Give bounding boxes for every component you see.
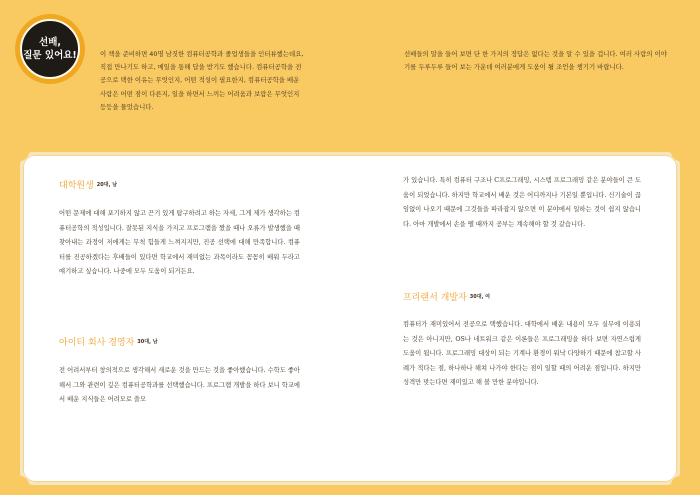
badge-line-1: 선배, (39, 37, 61, 48)
section-text-freelancer: 컴퓨터가 재미있어서 전공으로 택했습니다. 대학에서 배운 내용이 모두 실무에 이용되는 것은 아니지만, OS나 네트워크 같은 이론들은 프로그래밍을 하다 보면 자연스럽게 도움이 됩니다. 프로그래밍 대상이 되는 기계나 환경이 워낙 다양하기 때문에 참고할 사례가 적다는 점, 하나하나 해쳐 나가야 한다는 점이 일할 때의 어려운 점입니다. 하지만 성격만 맞는다면 재미있고 해 볼 만한 분야입니다. (403, 321, 641, 387)
section-age: 30대, 남 (137, 339, 158, 345)
card-corner-notch (671, 143, 689, 161)
intro-text-left: 이 책을 준비하면 40명 남짓한 컴퓨터공학과 졸업생들을 인터뷰했는데요, 직접 만나기도 하고, 메일을 통해 답을 받기도 했습니다. 컴퓨터공학을 전공으로 택한 이유는 무엇인지, 어떤 적성이 필요한지, 컴퓨터공학을 배운 사람은 어떤 점이 다른지, 일을 하면서 느끼는 어려움과 보람은 무엇인지 등등을 물었습니다. (100, 50, 304, 111)
section-heading-grad-student (59, 178, 117, 191)
badge-line-2: 질문 있어요! (23, 50, 77, 61)
section-text-it-ceo-continued: 가 있습니다. 특히 컴퓨터 구조나 C프로그래밍, 시스템 프로그래밍 같은 분야들이 큰 도움이 되었습니다. 하지만 학교에서 배운 것은 어디까지나 기본일 뿐입니다. 신기술이 끊임없이 나오기 때문에 그것들을 따라잡지 않으면 이 분야에서 일하는 것이 쉽지 않습니다. 아마 개발에서 손을 뗄 때까지 공부는 계속해야 할 것 같습니다. (403, 177, 641, 228)
card-corner-notch (671, 476, 689, 494)
section-age: 20대, 남 (96, 182, 118, 188)
section-title: 대학원생 (59, 181, 94, 191)
question-badge (15, 14, 85, 84)
intro-text-right: 선배들의 말을 들어 보면 단 한 가지의 정답은 없다는 것을 알 수 있을 겁니다. 여러 사람의 이야기를 두루두루 들어 보는 가운데 여러분에게 도움이 될 조언을 챙기기 바랍니다. (404, 50, 667, 72)
card-corner-notch (11, 476, 29, 494)
section-heading-freelancer (403, 290, 490, 303)
section-title: 아이티 회사 경영자 (59, 338, 135, 348)
section-age: 30대, 여 (469, 294, 490, 300)
question-badge-inner (20, 19, 80, 79)
section-text-it-ceo: 전 어려서부터 창의적으로 생각해서 새로운 것을 만드는 것을 좋아했습니다. 수학도 좋아해서 그와 관련이 깊은 컴퓨터공학과를 선택했습니다. 프로그램 개발을 하다 보니 학교에서 배운 지식들은 어려모로 쓸모 (59, 367, 300, 404)
section-text-grad-student: 어떤 문제에 대해 포기하지 않고 끈기 있게 탐구하려고 하는 자세, 그게 제가 생각하는 컴퓨터공학의 적성입니다. 잘못된 지식을 가지고 프로그램을 짰을 때나 오류가 발생했을 때 찾아내는 과정이 저에게는 무척 힘들게 느껴지지만, 진공 선택에 대해 만족합니다. 컴퓨터를 진공하겠다는 후배들이 있다면 학교에서 재미없는 과목이라도 꼼꼼히 배워 두라고 얘기하고 싶습니다. 나중에 모두 도움이 되거든요. (59, 210, 300, 276)
section-heading-it-ceo (59, 335, 158, 348)
card-corner-notch (11, 143, 29, 161)
section-title: 프리랜서 개발자 (403, 293, 467, 303)
